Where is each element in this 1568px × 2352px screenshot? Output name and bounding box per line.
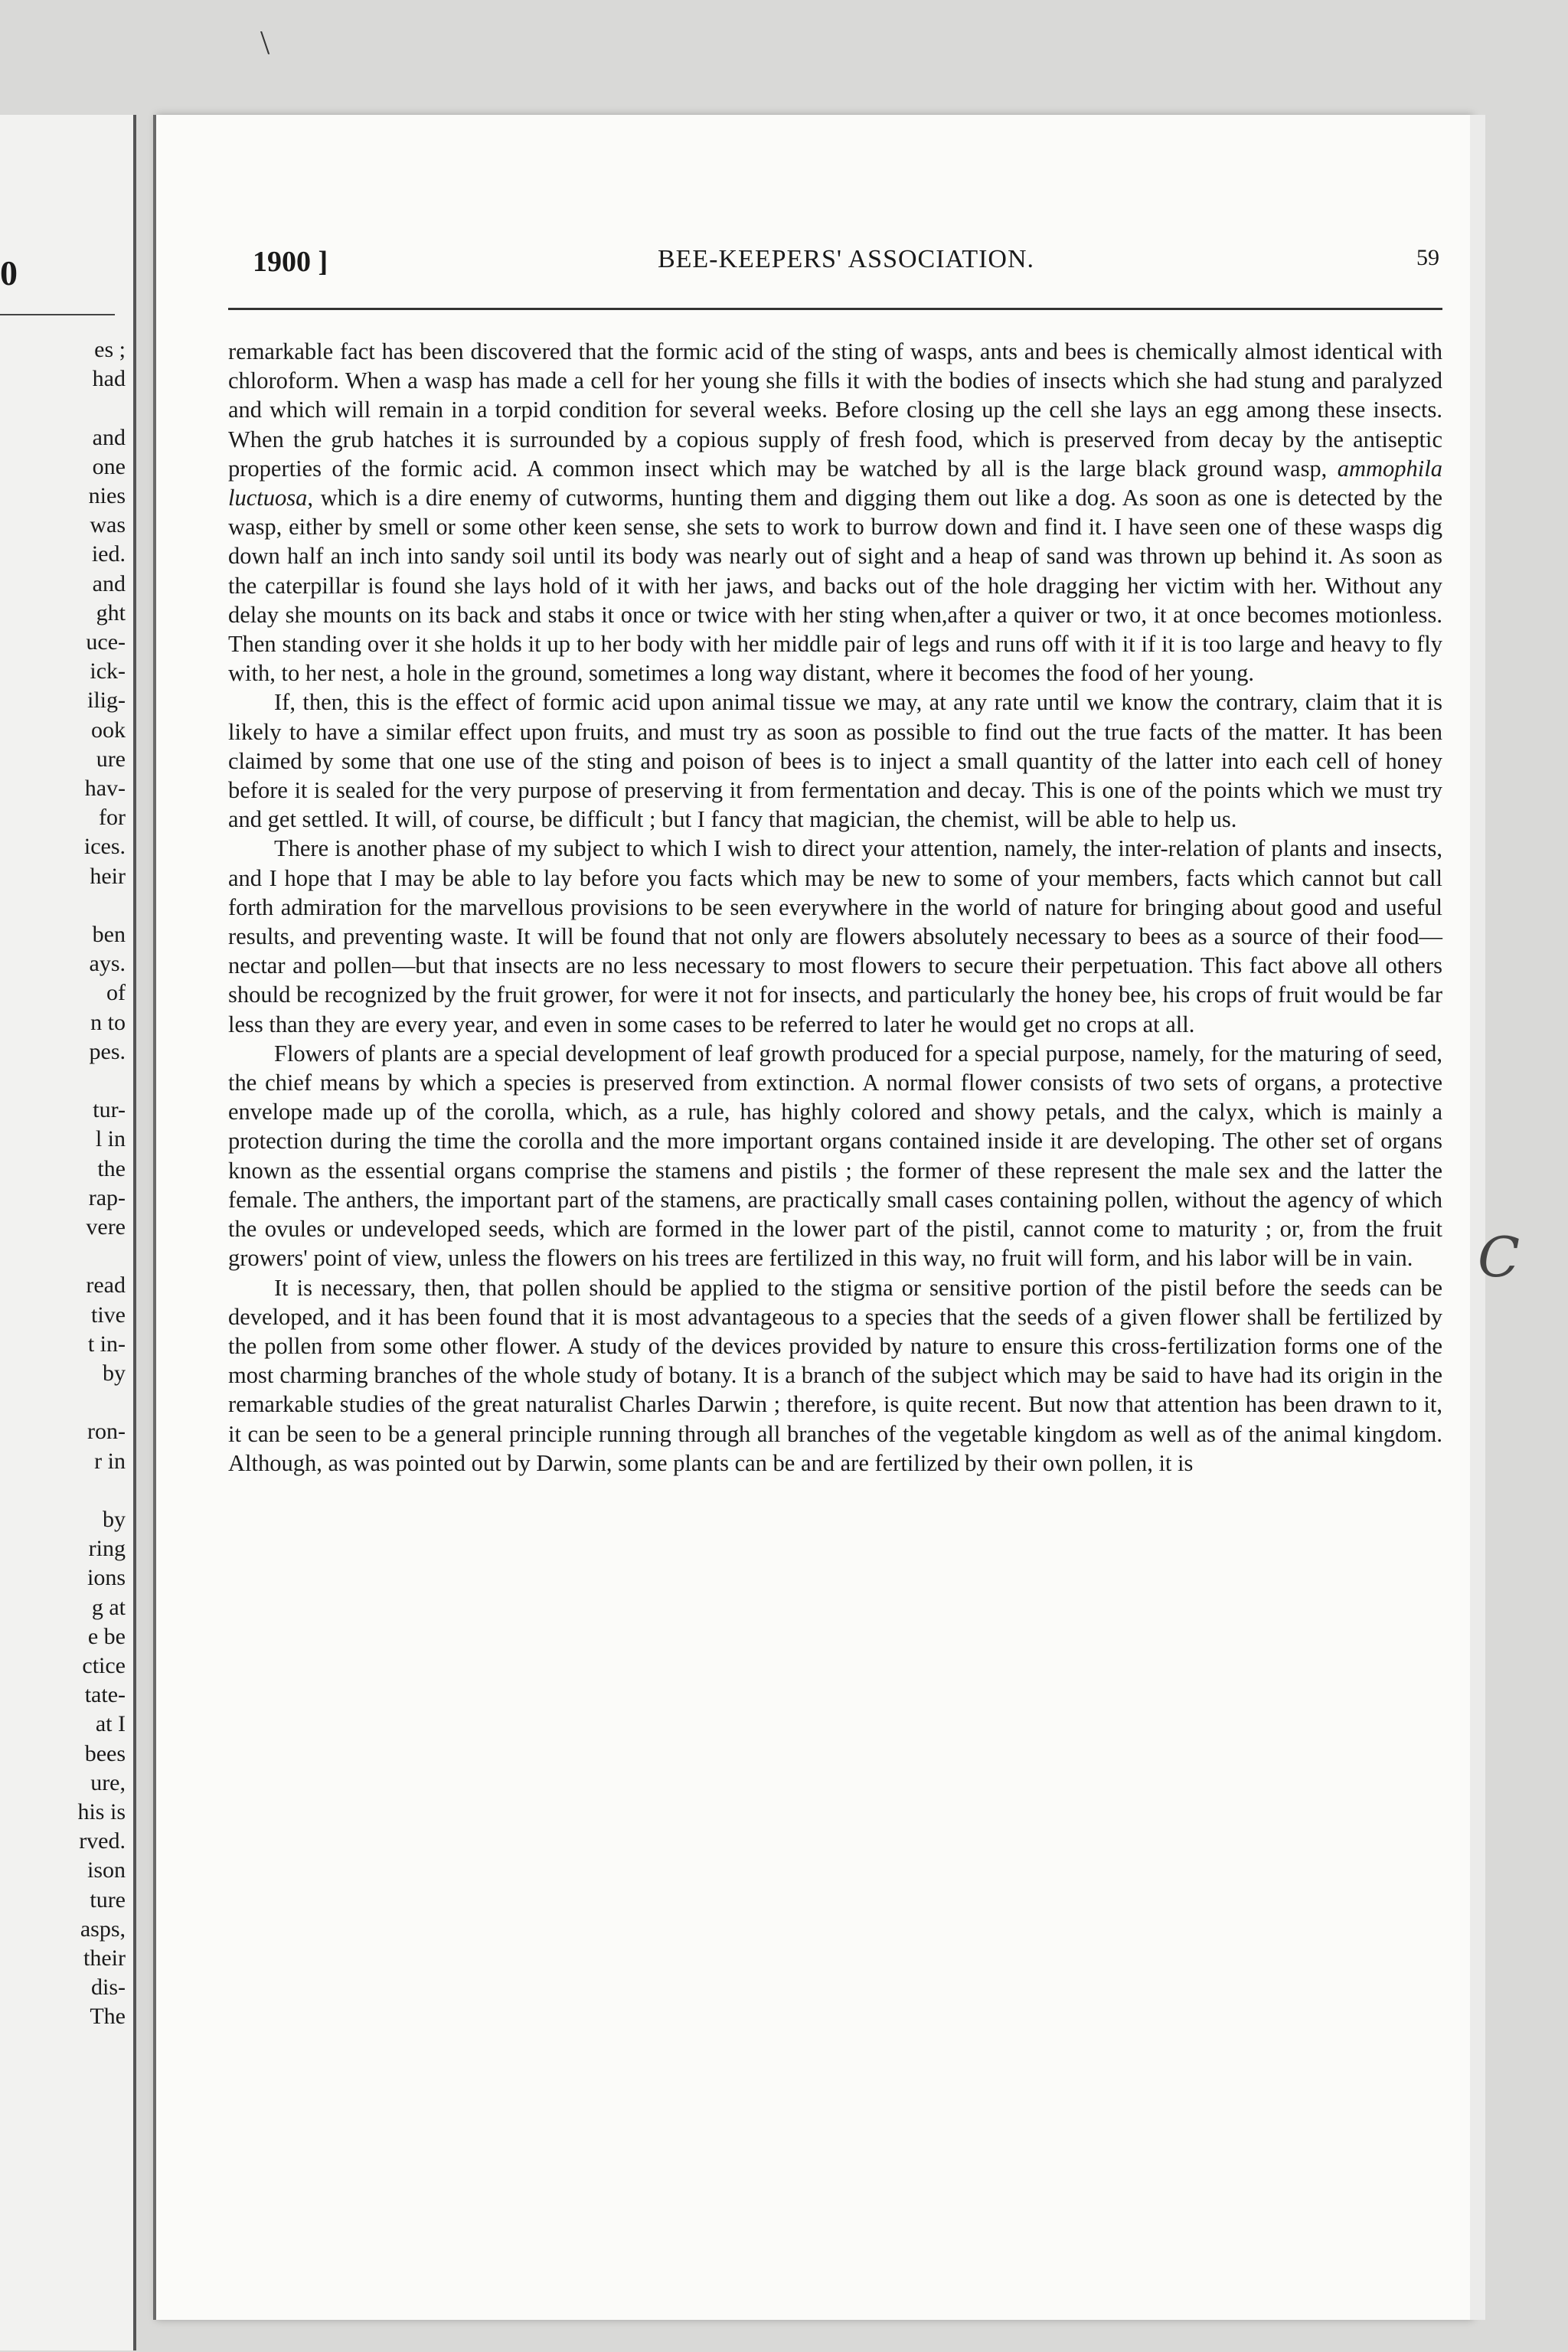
previous-page-line: n to: [90, 1009, 126, 1035]
previous-page-line: had: [92, 366, 126, 392]
previous-page-line: r in: [94, 1448, 126, 1474]
paragraph-plants-insects: There is another phase of my subject to which I wish to direct your attention, namely, the inter-relation of plants and insects, and I hope that I may be able to lay before you facts which may be new to some of your members, facts which cannot but call forth admiration for the marvellous provisions to be seen everywhere in the world of nature for bringing about good and useful results, and preventing waste. It will be found that not only are flowers absolutely necessary to bees as a source of their food—nectar and pollen—but that insects are no less necessary to most flowers to secure their perpetuation. This fact above all others should be recognized by the fruit grower, for were it not for insects, and particularly the honey bee, his crops of fruit would be far less than they are every year, and even in some cases to be referred to later he would get no crops at all.: [228, 835, 1442, 1037]
previous-page-line: e be: [87, 1623, 126, 1649]
previous-page-line: ions: [87, 1565, 126, 1591]
previous-page-line: ays.: [89, 951, 126, 977]
margin-mark: C: [1478, 1225, 1521, 1289]
page-left-edge: [153, 115, 156, 2320]
previous-page-folio: 0: [0, 253, 18, 292]
previous-page-line: and: [92, 424, 126, 450]
previous-page-line: ied.: [91, 541, 126, 567]
previous-page-line: ture: [90, 1886, 126, 1913]
previous-page-line: ick-: [90, 658, 126, 684]
previous-page-line: pes.: [89, 1038, 126, 1064]
previous-page-line: asps,: [80, 1916, 126, 1942]
previous-page-line: was: [90, 512, 126, 538]
previous-page-line: ben: [92, 922, 126, 947]
previous-page-line: ices.: [83, 834, 126, 860]
previous-page-line: and: [92, 570, 126, 596]
previous-page-line: heir: [90, 863, 126, 889]
previous-page-line: dis-: [91, 1975, 126, 2001]
paragraph-wasps: [228, 337, 1442, 688]
previous-page-rule: [0, 314, 115, 315]
previous-page-line: ilig-: [87, 688, 126, 714]
year-folio: 1900 ]: [253, 246, 328, 278]
previous-page-line: ring: [88, 1536, 126, 1562]
header-rule: [228, 308, 1442, 310]
previous-page-line: his is: [77, 1799, 126, 1824]
page-header: [253, 245, 1439, 291]
previous-page-line: bees: [84, 1740, 126, 1766]
previous-page-line: ctice: [82, 1653, 126, 1678]
previous-page-line: The: [90, 2004, 126, 2030]
previous-page-line: at I: [95, 1711, 126, 1737]
previous-page-fragment: [0, 115, 136, 2350]
previous-page-line: ison: [87, 1857, 126, 1883]
previous-page-line: tate-: [84, 1682, 126, 1708]
previous-page-line: ght: [96, 599, 126, 626]
running-head: BEE-KEEPERS' ASSOCIATION.: [657, 245, 1035, 273]
previous-page-line: g at: [91, 1594, 126, 1620]
previous-page-line: for: [99, 805, 126, 831]
previous-page-line: ure,: [90, 1769, 126, 1795]
book-page: [153, 115, 1470, 2320]
previous-page-line: one: [92, 453, 126, 479]
page-number: 59: [1416, 245, 1439, 270]
previous-page-line: es ;: [94, 337, 126, 362]
body-text: [228, 337, 1442, 1478]
species-name: ammophila luctuosa: [228, 455, 1442, 511]
previous-page-line: ook: [91, 717, 126, 743]
previous-page-line: nies: [88, 483, 126, 508]
binding-line: [133, 115, 136, 2350]
previous-page-line: tive: [91, 1302, 126, 1328]
paragraph-text: remarkable fact has been discovered that the formic acid of the sting of wasps, ants and bees is chemically almost identical with chloroform. When a wasp has made a cell for her young she fills it with the bodies of insects which she had stung and paralyzed and which will remain in a torpid condition for several weeks. Before closing up the cell she lays an egg among these insects. When the grub hatches it is surrounded by a copious supply of fresh food, which is preserved from decay by the antiseptic properties of the formic acid. A common insect which may be watched by all is the large black ground wasp,: [228, 338, 1442, 482]
previous-page-line: read: [86, 1272, 126, 1298]
previous-page-line: rap-: [88, 1184, 126, 1210]
previous-page-line: by: [103, 1361, 126, 1386]
previous-page-line: the: [97, 1155, 126, 1181]
paragraph-formic-acid: If, then, this is the effect of formic acid upon animal tissue we may, at any rate until we know the contrary, claim that it is likely to have a similar effect upon fruits, and must try as soon as possible to find out the true facts of the matter. It has been claimed by some that one use of the sting and poison of bees is to inject a small quantity of the latter into each cell of honey before it is sealed for the very purpose of preserving it from fermentation and decay. This is one of the points which we must try and get settled. It will, of course, be difficult ; but I fancy that magician, the chemist, will be able to help us.: [228, 689, 1442, 833]
previous-page-line: hav-: [84, 776, 126, 801]
previous-page-line: of: [106, 980, 126, 1006]
previous-page-line: t in-: [87, 1331, 126, 1357]
previous-page-line: vere: [86, 1214, 126, 1240]
previous-page-line: tur-: [93, 1097, 126, 1123]
previous-page-line: uce-: [86, 629, 126, 655]
previous-page-line: ron-: [87, 1419, 126, 1445]
previous-page-line: their: [83, 1945, 126, 1971]
paragraph-flowers: Flowers of plants are a special development of leaf growth produced for a special purpose, namely, for the maturing of seed, the chief means by which a species is preserved from extinction. A normal flower consists of two sets of organs, a protective envelope made up of the corolla, which, as a rule, has highly colored and showy petals, and the calyx, which is mainly a protection during the time the corolla and the more important organs contained inside it are developing. The other set of organs known as the essential organs comprise the stamens and pistils ; the former of these represent the male sex and the latter the female. The anthers, the important part of the stamens, are practically small cases containing pollen, without the agency of which the ovules or undeveloped seeds, which are formed in the lower part of the pistil, cannot come to maturity ; or, from the fruit growers' point of view, unless the flowers on his trees are fertilized in this way, no fruit will form, and his labor will be in vain.: [228, 1040, 1442, 1272]
page-edge: [1470, 115, 1485, 2320]
paragraph-text: , which is a dire enemy of cutworms, hunting them and digging them out like a dog. As soon as one is detected by the wasp, either by smell or some other keen sense, she sets to work to burrow down and find it. I have seen one of these wasps dig down half an inch into sandy soil until its body was nearly out of sight and a heap of sand was thrown up behind it. As soon as the caterpillar is found she lays hold of it with her jaws, and backs out of the hole dragging her victim with her. Without any delay she mounts on its back and stabs it once or twice with her sting when,after a quiver or two, it at once becomes motionless. Then standing over it she holds it up to her body with her middle pair of legs and runs off with it if it is too large and heavy to fly with, to her nest, a hole in the ground, sometimes a long way distant, where it becomes the food of her young.: [228, 485, 1442, 687]
paragraph-pollen: It is necessary, then, that pollen should be applied to the stigma or sensitive portion of the pistil before the seeds can be developed, and it has been found that it is most advantageous to a species that the seeds of a given flower shall be fertilized by the pollen from some other flower. A study of the devices provided by nature to ensure this cross-fertilization forms one of the most charming branches of the whole study of botany. It is a branch of the subject which may be said to have had its origin in the remarkable studies of the great naturalist Charles Darwin ; therefore, is quite recent. But now that attention has been drawn to it, it can be seen to be a general principle running through all branches of the vegetable kingdom as well as of the animal kingdom. Although, as was pointed out by Darwin, some plants can be and are fertilized by their own pollen, it is: [228, 1274, 1442, 1476]
previous-page-line: by: [103, 1507, 126, 1532]
previous-page-line: ure: [96, 746, 126, 772]
previous-page-line: rved.: [79, 1828, 126, 1854]
stray-mark: \: [260, 24, 270, 61]
previous-page-line: l in: [95, 1126, 126, 1152]
